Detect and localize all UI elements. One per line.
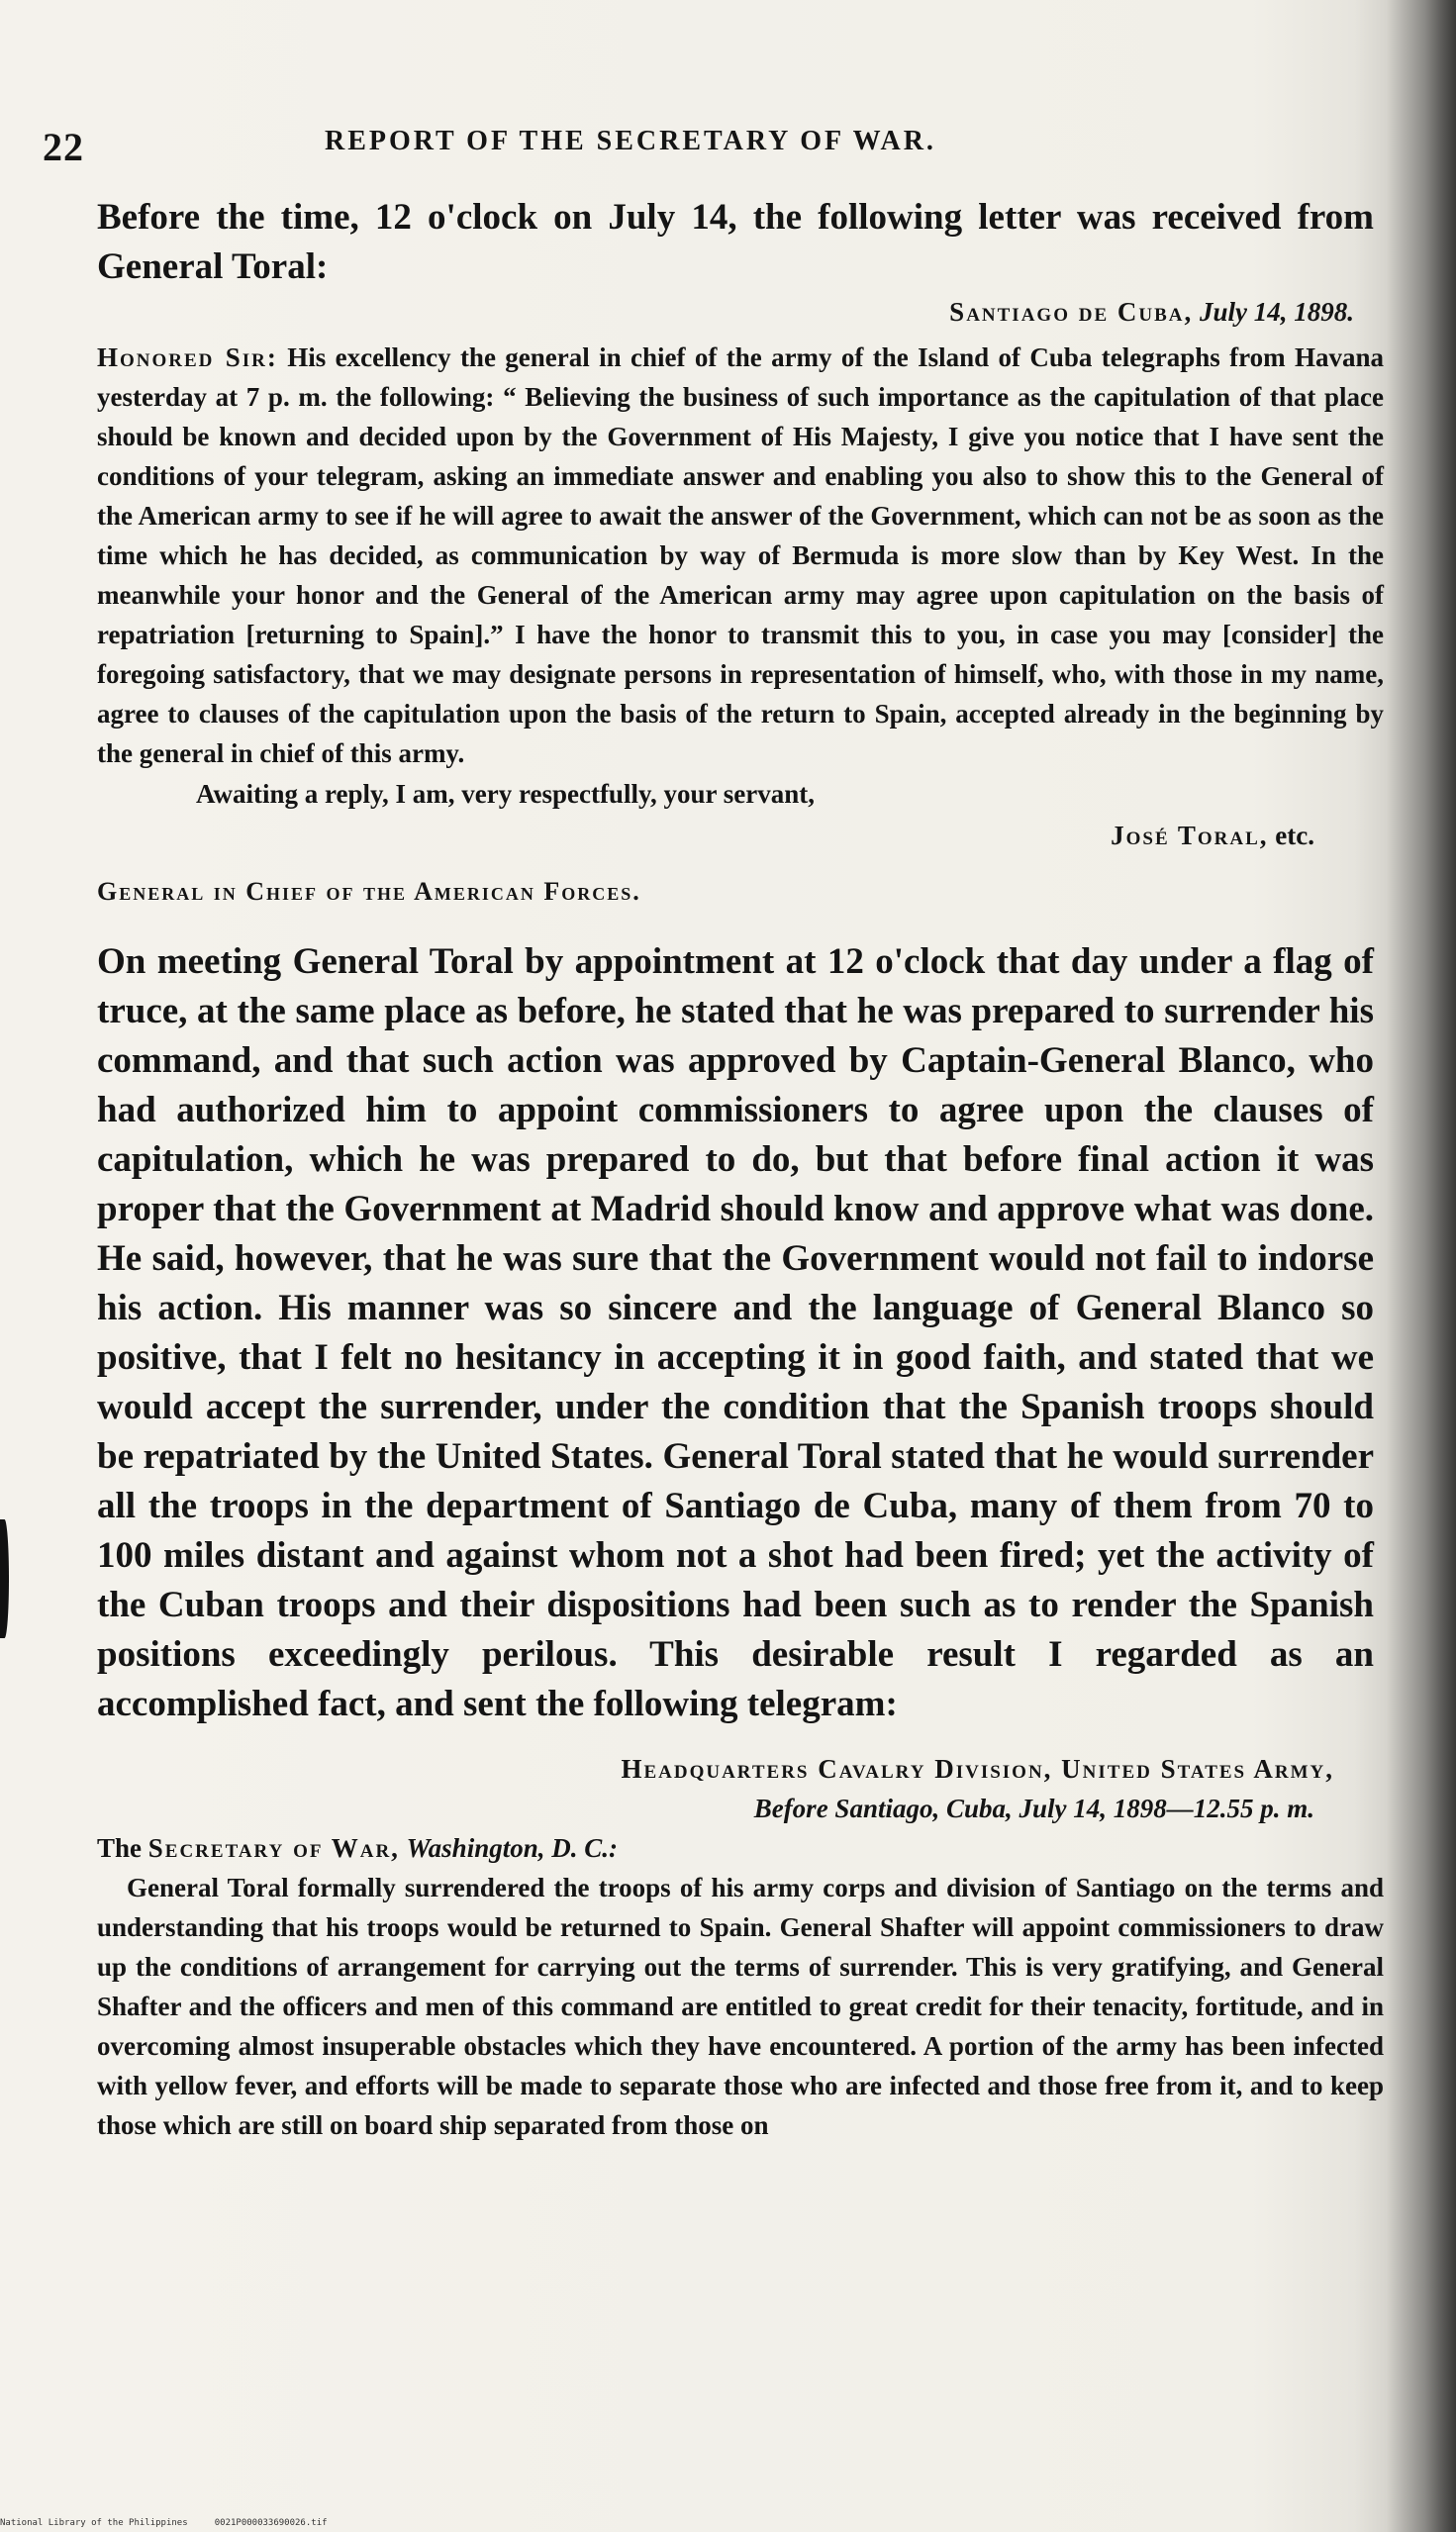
letter-closing: Awaiting a reply, I am, very respectfully, your servant, (196, 779, 815, 809)
telegram-addressee (97, 1828, 1354, 1868)
dateline-date: July 14, 1898. (1199, 297, 1354, 327)
telegram-to-place: Washington, D. C.: (406, 1833, 618, 1863)
page-content (38, 104, 1384, 2145)
letter-body-text: His excellency the general in chief of the army of the Island of Cuba telegraphs from Havana yesterday at 7 p. m. the following: “ Believing the business of such importance as the capitulation of that place should be known and decided upon by the Government of His Majesty, I give you notice that I have sent the conditions of your telegram, asking an immediate answer and enabling you also to show this to the General of the American army to see if he will agree to await the answer of the Government, which can not be as soon as the time which he has decided, as communication by way of Bermuda is more slow than by Key West. In the meanwhile your honor and the General of the American army may agree upon capitulation on the basis of repatriation [returning to Spain].” I have the honor to transmit this to you, in case you may [consider] the foregoing satisfactory, that we may designate persons in representation of himself, who, with those in my name, agree to clauses of the capitulation upon the basis of the return to Spain, accepted already in the beginning by the general in chief of this army. (97, 342, 1384, 768)
scan-footer: National Library of the Philippines 0021P000033690026.tif (0, 2518, 328, 2528)
telegram-header (38, 1749, 1334, 1828)
running-header (38, 104, 1354, 173)
letter-signature (38, 815, 1314, 856)
letter-addressee: General in Chief of the American Forces. (97, 877, 641, 906)
signature-suffix: etc. (1275, 821, 1314, 850)
ink-blot (0, 1519, 9, 1638)
telegram-to-title: Secretary of War, (147, 1833, 400, 1863)
signature-name: José Toral, (1111, 821, 1269, 850)
page-edge-shadow (1387, 0, 1456, 2532)
dateline-place: Santiago de Cuba, (949, 297, 1194, 327)
telegram-headquarters: Headquarters Cavalry Division, United States Army, (621, 1754, 1334, 1784)
telegram-location: Before Santiago, Cuba, July 14, 1898—12.55 p. m. (753, 1794, 1314, 1823)
letter-salutation: Honored Sir: (97, 342, 278, 372)
telegram-body: General Toral formally surrendered the troops of his army corps and division of Santiago on the terms and understanding that his troops would be returned to Spain. General Shafter will appoint commissioners to draw up the conditions of arrangement for carrying out the terms of surrender. This is very gratifying, and General Shafter and the officers and men of this command are entitled to great credit for their tenacity, fortitude, and in overcoming almost insuperable obstacles which they have encountered. A portion of the army has been infected with yellow fever, and efforts will be made to separate those who are infected and those free from it, and to keep those which are still on board ship separated from those on (97, 1873, 1384, 2140)
main-paragraph: On meeting General Toral by appointment at 12 o'clock that day under a flag of truce, at the same place as before, he stated that he was prepared to surrender his command, and that such action was approved by Captain-General Blanco, who had authorized him to appoint commissioners to agree upon the clauses of capitulation, which he was prepared to do, but that before final action it was proper that the Government at Madrid should know and approve what was done. He said, however, that he was sure that the Government would not fail to indorse his action. His manner was so sincere and the language of General Blanco so positive, that I felt no hesitancy in accepting it in good faith, and stated that we would accept the surrender, under the condition that the Spanish troops should be repatriated by the United States. General Toral stated that he would surrender all the troops in the department of Santiago de Cuba, many of them from 70 to 100 miles distant and against whom not a shot had been fired; yet the activity of the Cuban troops and their dispositions had been such as to render the Spanish positions exceedingly perilous. This desirable result I regarded as an accomplished fact, and sent the following telegram: (97, 941, 1374, 1724)
telegram-to-prefix: The (97, 1833, 143, 1863)
letter-body (97, 338, 1384, 773)
letter-dateline (38, 292, 1354, 332)
page-number: 22 (43, 125, 84, 169)
running-title: REPORT OF THE SECRETARY OF WAR. (325, 126, 936, 156)
intro-paragraph: Before the time, 12 o'clock on July 14, the following letter was received from General Toral: (97, 197, 1374, 287)
